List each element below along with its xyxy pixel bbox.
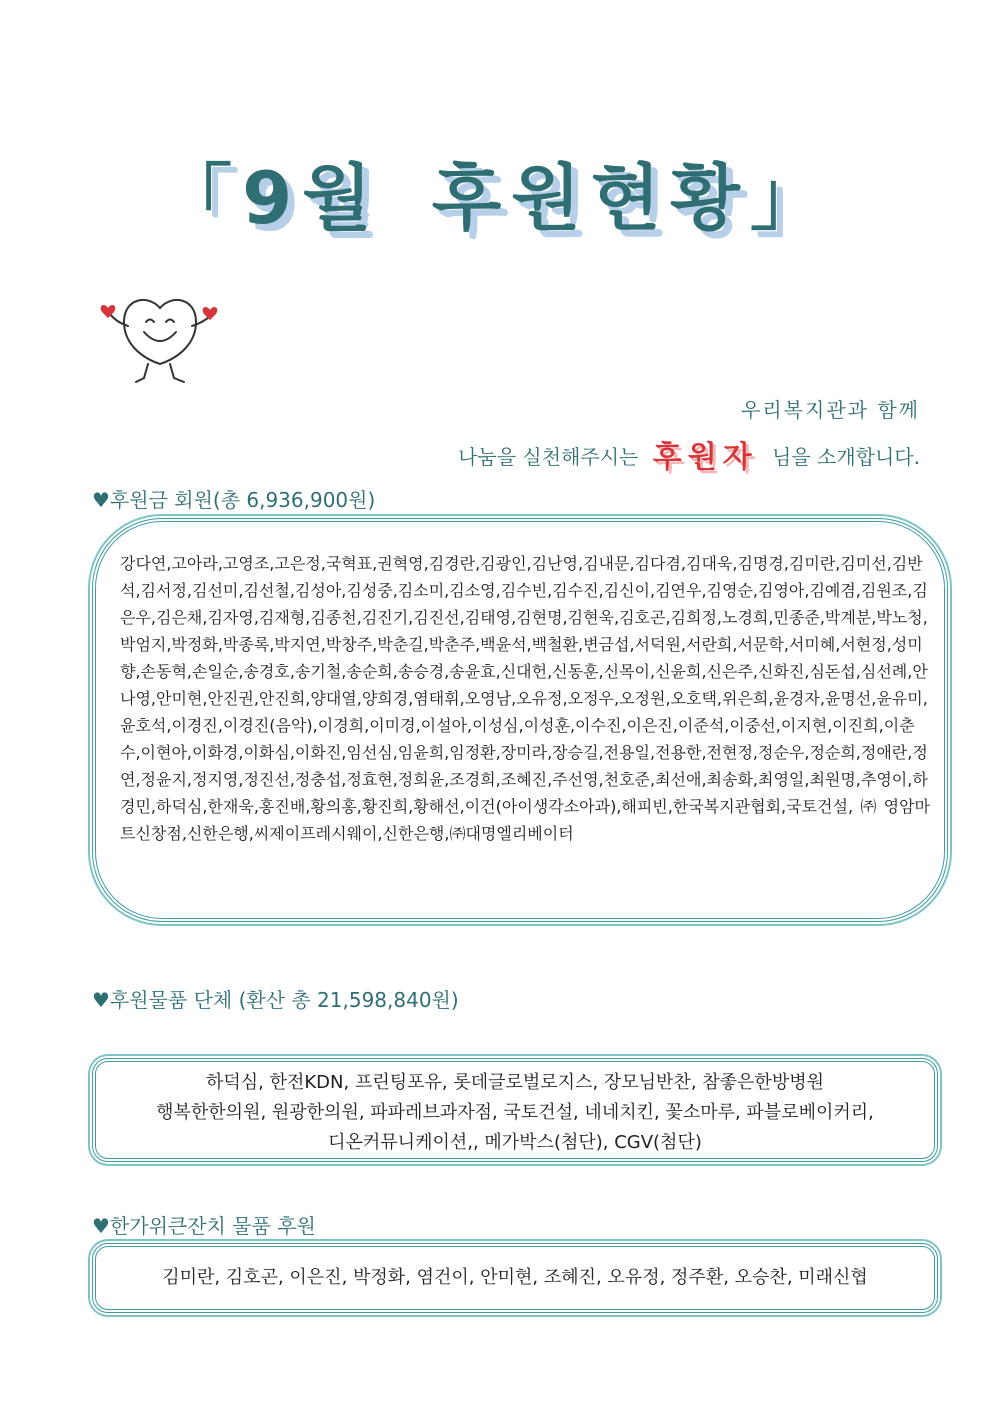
title-close-bracket: 」: [749, 156, 832, 240]
title-text: 후원현황: [431, 156, 750, 240]
heart-bullet-icon: ♥: [92, 488, 110, 512]
heart-mascot-icon: [98, 292, 223, 392]
intro-line-1: 우리복지관과 함께: [741, 398, 920, 422]
goods-line-3: 디온커뮤니케이션,, 메가박스(첨단), CGV(첨단): [328, 1132, 702, 1153]
heart-bullet-icon: ♥: [92, 1214, 110, 1238]
intro-suffix: 님을 소개합니다.: [772, 445, 920, 469]
section2-heading: 후원물품 단체 (환산 총 21,598,840원): [109, 988, 459, 1012]
section-heading-goods-organizations: [92, 984, 459, 1013]
section-heading-donation-members: [92, 484, 375, 513]
hangawi-goods-box: [92, 1243, 938, 1313]
goods-organizations-box: [92, 1058, 938, 1162]
section1-heading: 후원금 회원(총 6,936,900원): [109, 488, 376, 512]
page-title: [0, 140, 992, 250]
goods-line-1: 하덕심, 한전KDN, 프린팅포유, 롯데글로벌로지스, 장모님반찬, 참좋은한방병원: [206, 1072, 824, 1093]
intro-prefix: 나눔을 실천해주시는: [458, 445, 639, 469]
intro-highlight: 후원자: [652, 440, 758, 475]
section-heading-hangawi-goods: [92, 1210, 316, 1239]
heart-bullet-icon: ♥: [92, 988, 110, 1012]
donor-names: 강다연,고아라,고영조,고은정,국혁표,권혁영,김경란,김광인,김난영,김내문,김다겸,김대욱,김명경,김미란,김미선,김반석,김서정,김선미,김선철,김성아,김성중,김소미,김소영,김수빈,김수진,김신이,김연우,김영순,김영아,김예겸,김원조,김은우,김은채,김자영,김재형,김종천,김진기,김진선,김태영,김현명,김현욱,김호곤,김희정,노경희,민종준,박계분,박노청,박엄지,박정화,박종록,박지연,박창주,박춘길,박춘주,백윤석,백철환,변금섭,서덕원,서란희,서문학,서미혜,서현정,성미향,손동혁,손일순,송경호,송기철,송순희,송승경,송윤효,신대헌,신동훈,신목이,신윤희,신은주,신화진,심돈섭,심선례,안나영,안미현,안진권,안진희,양대열,양희경,염태휘,오영남,오유정,오정우,오정원,오호택,위은희,윤경자,윤명선,윤유미,윤호석,이경진,이경진(음악),이경희,이미경,이설아,이성심,이성훈,이수진,이은진,이준석,이중선,이지현,이진희,이춘수,이현아,이화경,이화심,이화진,임선심,임윤희,임정환,장미라,장승길,전용일,전용한,전현정,정순우,정순희,정애란,정연,정윤지,정지영,정진선,정충섭,정효현,정희윤,조경희,조혜진,주선영,천호준,최선애,최송화,최영일,최원명,추영이,하경민,하덕심,한재욱,홍진배,황의홍,황진희,황해선,이건(아이생각소아과),해피빈,한국복지관협회,국토건설,㈜영암마트신창점,신한은행,씨제이프레시웨이,신한은행,㈜대명엘리베이터: [120, 554, 930, 843]
goods-line-2: 행복한한의원, 원광한의원, 파파레브과자점, 국토건설, 네네치킨, 꽃소마루, 파블로베이커리,: [156, 1102, 874, 1123]
intro-line-2: [458, 432, 920, 476]
section3-heading: 한가위큰잔치 물품 후원: [109, 1214, 316, 1238]
goods-organizations-list: [106, 1068, 924, 1158]
title-month: 9월: [242, 156, 382, 240]
donation-members-box: [92, 518, 948, 922]
hangawi-donor-list: 김미란, 김호곤, 이은진, 박정화, 염건이, 안미현, 조혜진, 오유정, 정주환, 오승찬, 미래신협: [162, 1267, 868, 1288]
title-open-bracket: 「: [160, 156, 243, 240]
